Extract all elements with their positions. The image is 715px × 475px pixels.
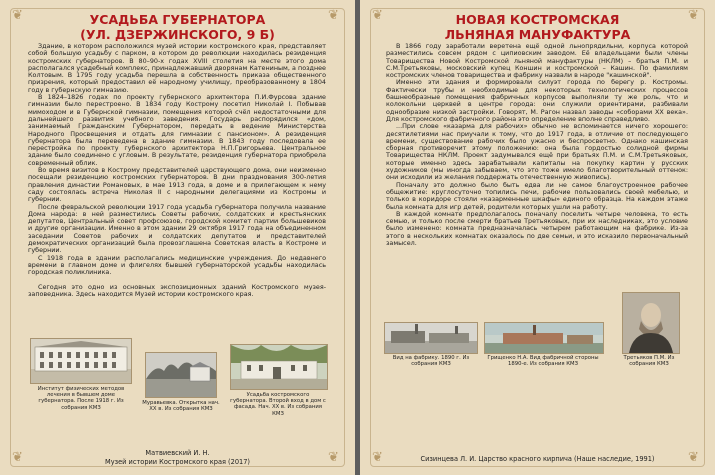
right-paragraph: В 1866 году заработали веретена ещё одной льнопрядильни, корпуса которой разместились совсем рядом с ципиовским заводом. Её владельцами были члены Товарищества Новой Костромской льняной мануфактуры (НКЛМ) – братья П.М. и С.М.Третьяковы, московский купец Коншин и костромской – Кашин. По фамилиям костромских членов товарищества и фабрику назвали в народе "кашинской". (386, 42, 688, 80)
left-body-text (28, 43, 326, 298)
left-page-title (0, 12, 355, 42)
tretyakov-portrait-photo (622, 292, 680, 354)
right-ornament-bl: ❦ (372, 450, 383, 465)
right-ornament-br: ❦ (688, 450, 699, 465)
right-page (360, 0, 715, 475)
left-footer-source: Музей истории Костромского края (2017) (105, 458, 250, 466)
right-paragraph: Именно эти здания и формировали силуэт города по берегу р. Костромы. Фактически трубы и необходимые для некоторых технологических процессов башнеобразные помещения фабричных корпусов выполняли ту же роль, что и колокольни церквей в центре города: они служили ориентирами, разбивали однообразие низкой застройки. Говорят, М. Рагон назвал заводы «соборами XX века». Для костромского фабричного района это определение вполне справедливо. (386, 78, 688, 123)
left-caption-3: Усадьба костромского губернатора. Второй вход в дом с фасада. Нач. XX в. Из собрания КМЗ (230, 392, 326, 417)
right-paragraph: В каждой комнате предполагалось поначалу поселить четыре человека, то есть семью, и только после смерти братьев Третьяковых, при их наследниках, это условие было изменено: комната предназначалась четырем работающим на фабрике. Из-за этого в нескольких комнатах оказалось по две семьи, и это исказило первоначальный замысел. (386, 209, 688, 248)
factory-painting-photo (484, 322, 604, 354)
left-title-line1: УСАДЬБА ГУБЕРНАТОРА (89, 12, 266, 27)
right-caption-3: Третьяков П.М. Из собрания КМЗ (623, 355, 675, 368)
left-paragraph: В 1824–1826 годах по проекту губернского архитектора П.И.Фурсова здание гимназии было перестроено. В 1834 году Кострому посетил Николай I. Побывав мимоходом и в Губернской гимназии, помещения которой счёл недостаточными для дальнейшего развития учебного заведения. Государь распорядился «дом, занимаемый Гражданским Губернатором, передать в ведение Министерства Народного Просвещения и отдать для гимназии с пансионом». А резиденция губернатора была переведена в здание гимназии. В 1843 году последовала ее перестройка по проекту губернского архитектора Н.П.Григорьева. Центральное здание было соединено с угловым. В результате, резиденция губернатора приобрела современный облик. (28, 93, 326, 167)
left-paragraph: Здание, в котором расположился музей истории костромского края, представляет собой большую усадьбу с парком, в котором до революции находилась резиденция костромских губернаторов. В 80–90-х годах XVIII столетия на месте этого дома располагался усадебный комплекс, принадлежавший дворянам Катениным, а позднее Колтовым. В 1795 году усадьба перешла в собственность приказа общественного призрения, который предоставил её народному училищу, преобразованному в 1804 году в губернскую гимназию. (28, 42, 326, 94)
left-paragraph: Сегодня это одно из основных экспозиционных зданий Костромского музея-заповедника. Здесь находится Музей истории костромского края. (28, 282, 326, 298)
left-ornament-tr: ❦ (328, 8, 339, 23)
right-ornament-tl: ❦ (372, 8, 383, 23)
left-footer (0, 449, 355, 467)
factory-view-photo (384, 322, 478, 354)
right-body-text (386, 43, 688, 247)
right-caption-1: Вид на фабрику. 1890 г. Из собрания КМЗ (392, 355, 470, 368)
left-footer-author: Матвиевский И. Н. (145, 449, 210, 457)
right-footer-source: Сизинцева Л. И. Царство красного кирпича (Наше наследие, 1991) (420, 455, 655, 463)
governor-entrance-photo (230, 344, 328, 390)
governor-house-photo (30, 338, 132, 384)
right-footer (360, 455, 715, 464)
left-caption-1: Институт физических методов лечения в бывшем доме губернатора. После 1918 г. Из собрания КМЗ (37, 386, 125, 411)
left-ornament-tl: ❦ (12, 8, 23, 23)
right-page-title (360, 12, 715, 42)
left-paragraph: После февральской революции 1917 года усадьба губернатора получила название Дома народа: в ней разместились Советы рабочих, солдатских и крестьянских депутатов, Центральный совет профсоюзов, городской комитет партии большевиков и другие организации. Именно в этом здании 29 октября 1917 года на объединенном заседании Советов рабочих и солдатских депутатов и представителей демократических организаций была провозглашена Советская власть в Костроме и губернии. (28, 202, 326, 255)
left-paragraph: Во время визитов в Кострому представителей царствующего дома, они неизменно посещали резиденцию костромских губернаторов. В дни празднования 300-летия правления династии Романовых, в мае 1913 года, в доме и в прилегающем к нему саду состоялась встреча Николая II с народными делегациями из Костромы и губернии. (28, 166, 326, 204)
left-ornament-br: ❦ (328, 450, 339, 465)
left-ornament-bl: ❦ (12, 450, 23, 465)
right-paragraph: Поначалу это должно было быть едва ли не самое благоустроенное рабочее общежитие: круглосуточно топились печи, рабочие пользовались своей мебелью, и только в коридоре стояли «казарменные шкафы» единого образца. На каждом этаже была комната для игр детей, родители которых ушли на работу. (386, 180, 688, 211)
right-title-line1: НОВАЯ КОСТРОМСКАЯ (455, 12, 620, 27)
left-paragraph: С 1918 года в здании располагались медицинские учреждения. До недавнего времени в главном доме и флигелях бывшей губернаторской усадьбы находилась городская поликлиника. (28, 253, 326, 277)
right-paragraph: ...При слове «казарма для рабочих» обычно не вспоминается ничего хорошего: десятилетиями нас приучали к тому, что до 1917 года, в отличие от последующего времени, существование рабочих было ужасно и беспросветно. Однако кашинская сборная противоречит этому положению: она была гордостью солидной фирмы Товарищества НКЛМ. Проект задумывался ещё при братьях П.М. и С.М.Третьяковых, которые именно здесь зарабатывали капиталы на покупку картин у русских художников (мы иногда забываем, что это тоже имело благотворительный оттенок: они исходили из желания поддержать отечественную живопись). (386, 122, 688, 182)
right-title-line2: ЛЬНЯНАЯ МАНУФАКТУРА (444, 27, 631, 42)
muravyovka-postcard-photo (145, 352, 217, 398)
left-page (0, 0, 355, 475)
left-title-line2: (УЛ. ДЗЕРЖИНСКОГО, 9 Б) (80, 27, 275, 42)
right-caption-2: Грищенко Н.А. Вид фабричной стороны 1890-е. Из собрания КМЗ (487, 355, 599, 368)
left-caption-2: Муравьевка. Открытка нач. XX в. Из собрания КМЗ (142, 400, 220, 413)
right-ornament-tr: ❦ (688, 8, 699, 23)
